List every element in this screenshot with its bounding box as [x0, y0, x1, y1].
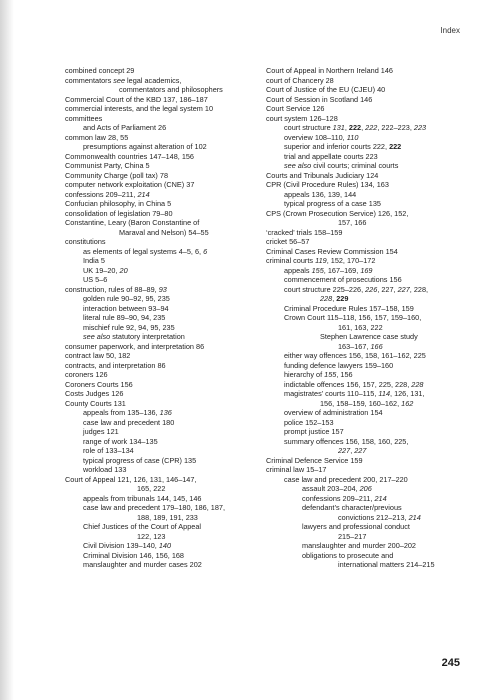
index-column-right: [266, 66, 466, 570]
index-entry: hierarchy of 155, 156: [284, 370, 353, 379]
index-entry: 215–217: [338, 531, 367, 541]
index-entry: commentators see legal academics,: [65, 75, 182, 85]
index-entry: workload 133: [83, 465, 127, 474]
index-entry: Criminal Defence Service 159: [266, 455, 363, 465]
index-entry: 163–167, 166: [338, 341, 383, 351]
index-entry: Civil Division 139–140, 140: [83, 541, 172, 550]
index-entry: Commonwealth countries 147–148, 156: [65, 151, 194, 161]
index-entry: UK 19–20, 20: [83, 265, 128, 275]
index-entry: trial and appellate courts 223: [284, 151, 378, 161]
index-entry: 165, 222: [137, 484, 166, 493]
index-entry: Courts and Tribunals Judiciary 124: [266, 170, 379, 180]
index-entry: Criminal Procedure Rules 157–158, 159: [284, 303, 414, 313]
index-column-left: [65, 66, 259, 570]
index-entry: construction, rules of 88–89, 93: [65, 284, 167, 294]
index-entry: commencement of prosecutions 156: [284, 275, 402, 284]
index-entry: role of 133–134: [83, 446, 134, 455]
index-entry: Coroners Courts 156: [65, 379, 133, 389]
index-entry: commercial interests, and the legal system 10: [65, 104, 214, 113]
index-entry: either way offences 156, 158, 161–162, 225: [284, 351, 426, 360]
index-entry: defendant’s character/previous: [302, 503, 402, 512]
index-entry: 156, 158–159, 160–162, 162: [320, 398, 414, 408]
index-entry: appeals from 135–136, 136: [83, 408, 172, 417]
index-entry: criminal law 15–17: [266, 465, 327, 474]
index-entry: police 152–153: [284, 417, 334, 427]
index-entry: convictions 212–213, 214: [338, 512, 421, 522]
index-entry: combined concept 29: [65, 66, 135, 75]
index-entry: overview of administration 154: [284, 408, 383, 417]
index-entry: CPS (Crown Prosecution Service) 126, 152,: [266, 208, 409, 218]
index-entry: 157, 166: [338, 218, 367, 227]
index-entry: case law and precedent 179–180, 186, 187,: [83, 503, 225, 512]
index-entry: confessions 209–211, 214: [302, 493, 387, 503]
index-entry: mischief rule 92, 94, 95, 235: [83, 322, 175, 332]
index-entry: committees: [65, 113, 103, 123]
index-entry: range of work 134–135: [83, 436, 158, 446]
index-entry: consolidation of legislation 79–80: [65, 208, 173, 218]
page-edge-shadow: [0, 0, 14, 700]
index-entry: criminal courts 119, 152, 170–172: [266, 256, 376, 265]
index-entry: case law and precedent 180: [83, 417, 175, 427]
index-entry: overview 108–110, 110: [284, 132, 359, 142]
index-entry: court structure 225–226, 226, 227, 227, 228,: [284, 284, 429, 294]
index-entry: appeals 136, 139, 144: [284, 189, 357, 199]
index-entry: Criminal Cases Review Commission 154: [266, 246, 398, 256]
index-entry: case law and precedent 200, 217–220: [284, 474, 408, 484]
index-entry: court of Chancery 28: [266, 75, 334, 85]
index-entry: indictable offences 156, 157, 225, 228, 228: [284, 379, 424, 389]
index-entry: Crown Court 115–118, 156, 157, 159–160,: [284, 313, 422, 322]
index-entry: and Acts of Parliament 26: [83, 123, 167, 132]
index-entry: 161, 163, 222: [338, 322, 383, 332]
index-entry: Communist Party, China 5: [65, 161, 150, 170]
index-entry: contract law 50, 182: [65, 351, 131, 360]
index-entry: funding defence lawyers 159–160: [284, 360, 394, 370]
index-entry: 228, 229: [320, 294, 349, 303]
index-entry: 122, 123: [137, 531, 166, 541]
index-entry: see also statutory interpretation: [83, 332, 185, 341]
index-entry: Court of Session in Scotland 146: [266, 94, 373, 104]
index-entry: confessions 209–211, 214: [65, 189, 150, 199]
index-entry: Commercial Court of the KBD 137, 186–187: [65, 94, 208, 104]
index-entry: court structure 131, 222, 222, 222–223, 223: [284, 123, 427, 132]
index-entry: cricket 56–57: [266, 237, 310, 246]
index-entry: Court Service 126: [266, 104, 325, 113]
index-entry: summary offences 156, 158, 160, 225,: [284, 436, 409, 446]
running-header: Index: [440, 26, 460, 35]
index-entry: consumer paperwork, and interpretation 86: [65, 341, 205, 351]
index-entry: CPR (Civil Procedure Rules) 134, 163: [266, 180, 389, 189]
index-entry: coroners 126: [65, 370, 108, 379]
index-entry: Maraval and Nelson) 54–55: [119, 227, 209, 237]
index-entry: appeals from tribunals 144, 145, 146: [83, 493, 202, 503]
index-entry: magistrates’ courts 110–115, 114, 126, 131,: [284, 389, 425, 398]
index-entry: Court of Appeal 121, 126, 131, 146–147,: [65, 474, 197, 484]
index-entry: manslaughter and murder cases 202: [83, 560, 202, 569]
index-entry: judges 121: [83, 427, 119, 436]
index-entry: typical progress of case (CPR) 135: [83, 455, 197, 465]
index-entry: as elements of legal systems 4–5, 6, 6: [83, 246, 208, 256]
index-entry: literal rule 89–90, 94, 235: [83, 313, 166, 322]
index-entry: manslaughter and murder 200–202: [302, 541, 416, 550]
index-entry: superior and inferior courts 222, 222: [284, 142, 402, 151]
index-entry: 227, 227: [338, 446, 367, 455]
index-entry: Criminal Division 146, 156, 168: [83, 550, 184, 560]
index-entry: Court of Appeal in Northern Ireland 146: [266, 66, 393, 75]
index-entry: Chief Justices of the Court of Appeal: [83, 522, 202, 531]
index-entry: constitutions: [65, 237, 106, 246]
index-entry: ‘cracked’ trials 158–159: [266, 227, 343, 237]
index-entry: typical progress of a case 135: [284, 199, 381, 208]
index-entry: obligations to prosecute and: [302, 550, 394, 560]
index-entry: lawyers and professional conduct: [302, 522, 410, 531]
index-entry: Stephen Lawrence case study: [320, 332, 418, 341]
index-entry: County Courts 131: [65, 398, 126, 408]
index-entry: prompt justice 157: [284, 427, 344, 436]
index-entry: court system 126–128: [266, 113, 338, 123]
index-entry: interaction between 93–94: [83, 303, 169, 313]
index-entry: Constantine, Leary (Baron Constantine of: [65, 218, 200, 227]
index-entry: common law 28, 55: [65, 132, 129, 142]
index-entry: Community Charge (poll tax) 78: [65, 170, 169, 180]
index-entry: India 5: [83, 256, 105, 265]
index-entry: computer network exploitation (CNE) 37: [65, 180, 195, 189]
index-entry: contracts, and interpretation 86: [65, 360, 166, 370]
index-entry: Court of Justice of the EU (CJEU) 40: [266, 85, 386, 94]
index-entry: international matters 214–215: [338, 560, 435, 569]
index-entry: appeals 155, 167–169, 169: [284, 265, 373, 275]
index-entry: Confucian philosophy, in China 5: [65, 199, 172, 208]
index-entry: assault 203–204, 206: [302, 484, 372, 493]
index-entry: commentators and philosophers: [119, 85, 223, 94]
index-entry: 188, 189, 191, 233: [137, 512, 198, 522]
index-entry: Costs Judges 126: [65, 389, 124, 398]
index-entry: see also civil courts; criminal courts: [284, 161, 399, 170]
page-number: 245: [441, 657, 460, 669]
index-entry: golden rule 90–92, 95, 235: [83, 294, 170, 303]
index-entry: US 5–6: [83, 275, 108, 284]
index-entry: presumptions against alteration of 102: [83, 142, 207, 151]
